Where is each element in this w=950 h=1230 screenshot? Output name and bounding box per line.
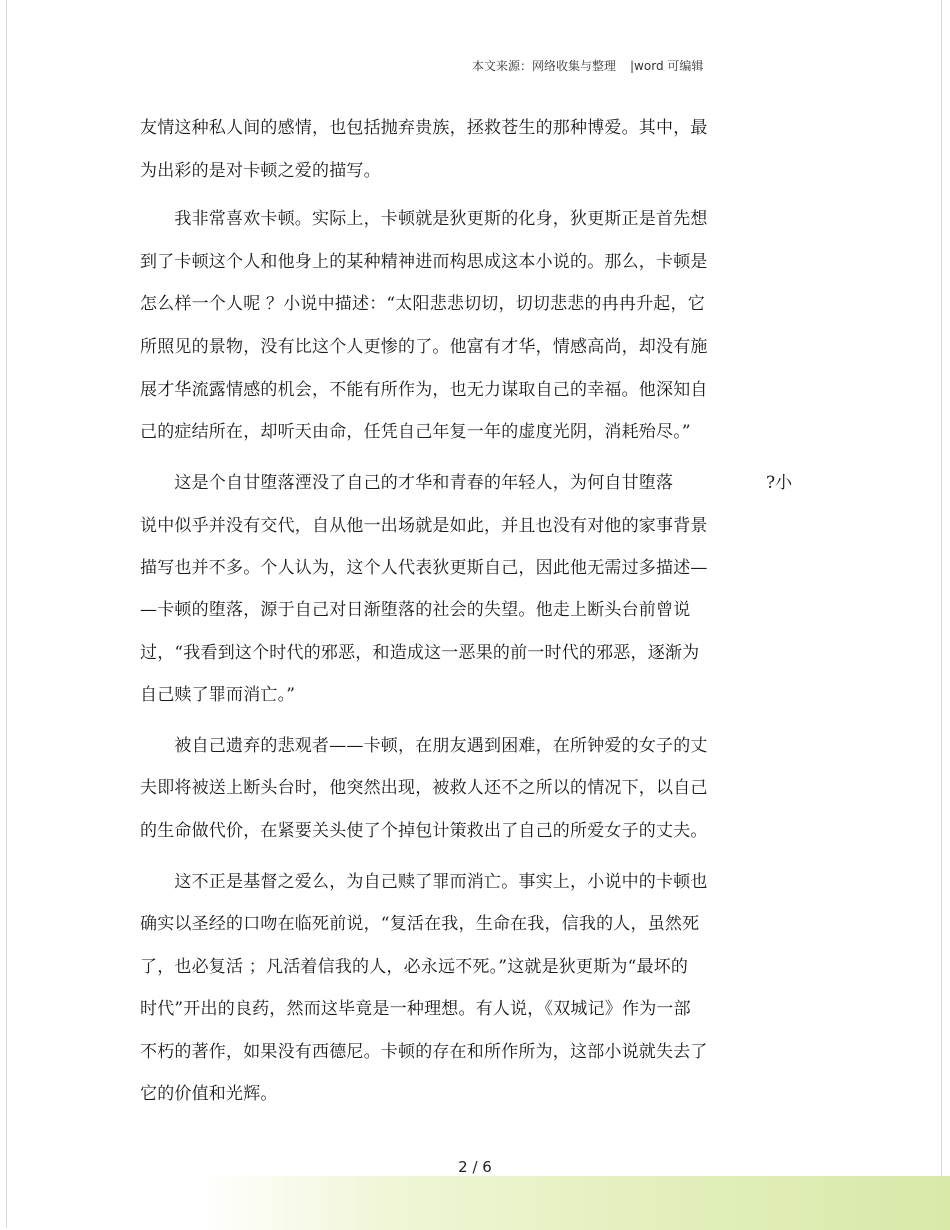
body-line: 展才华流露情感的机会，不能有所作为，也无力谋取自己的幸福。他深知自	[140, 380, 708, 400]
body-line: 自己赎了罪而消亡。”	[140, 685, 296, 705]
body-line: 到了卡顿这个人和他身上的某种精神进而构思成这本小说的。那么，卡顿是	[140, 252, 708, 272]
header-note	[472, 57, 703, 74]
footer-decoration	[200, 1176, 950, 1230]
body-line: 所照见的景物，没有比这个人更惨的了。他富有才华，情感高尚，却没有施	[140, 337, 708, 357]
body-line: 怎么样一个人呢 ？小说中描述：“太阳悲悲切切，切切悲悲的冉冉升起，它	[140, 294, 705, 314]
page-number: 2 / 6	[458, 1158, 492, 1176]
body-line: 己的症结所在，却听天由命，任凭自己年复一年的虚度光阴，消耗殆尽。”	[140, 422, 691, 442]
body-line: 确实以圣经的口吻在临死前说，“复活在我，生命在我，信我的人，虽然死	[140, 914, 700, 934]
body-line: 被自己遗弃的悲观者——卡顿，在朋友遇到困难，在所钟爱的女子的丈	[140, 736, 708, 756]
body-line-tail: ?小	[766, 473, 793, 493]
body-line: 不朽的著作，如果没有西德尼。卡顿的存在和所作所为，这部小说就失去了	[140, 1042, 708, 1062]
body-line: 这是个自甘堕落湮没了自己的才华和青春的年轻人，为何自甘堕落	[140, 473, 674, 493]
header-source-note: 本文来源：网络收集与整理	[472, 59, 617, 73]
header-format-note: |word 可编辑	[630, 59, 704, 73]
body-line: 的生命做代价，在紧要关头使了个掉包计策救出了自己的所爱女子的丈夫。	[140, 821, 708, 841]
body-line: 为出彩的是对卡顿之爱的描写。	[140, 161, 381, 181]
body-line: 友情这种私人间的感情，也包括抛弃贵族，拯救苍生的那种博爱。其中，最	[140, 118, 708, 138]
body-line: 这不正是基督之爱么，为自己赎了罪而消亡。事实上，小说中的卡顿也	[140, 872, 708, 892]
body-line: 夫即将被送上断头台时，他突然出现，被救人还不之所以的情况下，以自己	[140, 778, 708, 798]
body-line: 了，也必复活 ；凡活着信我的人，必永远不死。”这就是狄更斯为“最坏的	[140, 957, 689, 977]
body-line: 描写也并不多。个人认为，这个人代表狄更斯自己，因此他无需过多描述—	[140, 558, 708, 578]
body-line: —卡顿的堕落，源于自己对日渐堕落的社会的失望。他走上断头台前曾说	[140, 600, 691, 620]
body-line: 它的价值和光辉。	[140, 1084, 278, 1104]
body-line: 过，“我看到这个时代的邪恶，和造成这一恶果的前一时代的邪恶，逐渐为	[140, 643, 700, 663]
body-line: 我非常喜欢卡顿。实际上，卡顿就是狄更斯的化身，狄更斯正是首先想	[140, 209, 708, 229]
body-line: 说中似乎并没有交代，自从他一出场就是如此，并且也没有对他的家事背景	[140, 516, 708, 536]
body-line: 时代”开出的良药，然而这毕竟是一种理想。有人说，《双城记》作为一部	[140, 999, 691, 1019]
